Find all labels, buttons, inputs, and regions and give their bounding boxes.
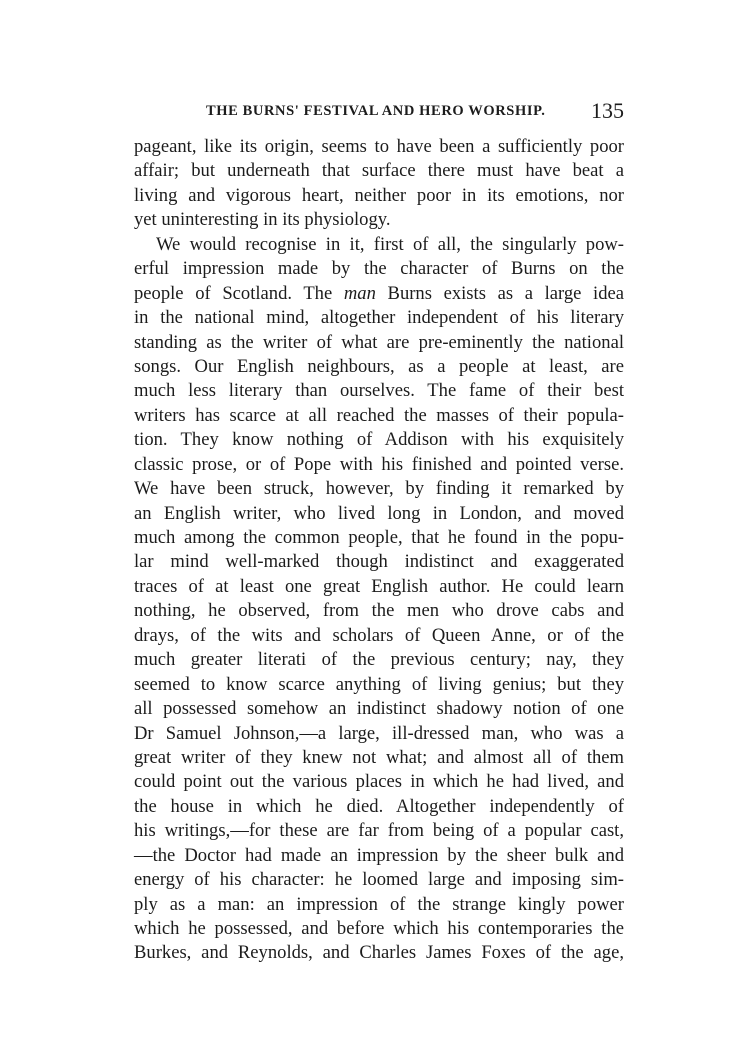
text-line: nothing, he observed, from the men who drove cabs and (134, 600, 624, 622)
text-line: much less literary than ourselves. The fame of their best (134, 380, 624, 402)
running-head (134, 100, 624, 126)
text-line: ply as a man: an impression of the strange kingly power (134, 893, 624, 915)
text-line: pageant, like its origin, seems to have been a sufficiently poor (134, 136, 624, 157)
text-line: affair; but underneath that surface there must have beat a (134, 160, 624, 182)
running-title: THE BURNS' FESTIVAL AND HERO WORSHIP. (206, 103, 546, 119)
text-line: energy of his character: he loomed large and imposing sim- (134, 869, 624, 891)
text-line: erful impression made by the character of Burns on the (134, 258, 624, 280)
body-text (134, 135, 624, 966)
text-line: could point out the various places in which he had lived, and (134, 771, 624, 793)
text-line: drays, of the wits and scholars of Queen Anne, or of the (134, 624, 624, 646)
text-line: the house in which he died. Altogether independently of (134, 795, 624, 817)
text-line: living and vigorous heart, neither poor in its emotions, nor (134, 184, 624, 206)
text-line: all possessed somehow an indistinct shadowy notion of one (134, 698, 624, 720)
text-line: standing as the writer of what are pre-eminently the national (134, 331, 624, 353)
emphasis: man (343, 282, 376, 304)
text-line: his writings,—for these are far from being of a popular cast, (134, 820, 624, 842)
text-line: Burkes, and Reynolds, and Charles James Foxes of the age, (134, 942, 624, 964)
text-line: an English writer, who lived long in London, and moved (134, 502, 624, 524)
text-line: much among the common people, that he found in the popu- (134, 527, 624, 548)
text-line: —the Doctor had made an impression by the sheer bulk and (134, 844, 624, 866)
page-number: 135 (591, 98, 624, 123)
text-line: seemed to know scarce anything of living genius; but they (134, 673, 624, 695)
text-line: which he possessed, and before which his contemporaries the (134, 918, 624, 939)
text-line: lar mind well-marked though indistinct and exaggerated (134, 551, 624, 573)
text-line: We would recognise in it, first of all, the singularly pow- (156, 233, 624, 255)
text-line: in the national mind, altogether independent of his literary (134, 307, 624, 329)
text-line: people of Scotland. The man Burns exists as a large idea (134, 282, 625, 304)
text-line: songs. Our English neighbours, as a people at least, are (134, 355, 624, 377)
text-line: traces of at least one great English author. He could learn (134, 575, 624, 597)
text-line: much greater literati of the previous century; nay, they (134, 649, 624, 671)
text-line: classic prose, or of Pope with his finished and pointed verse. (134, 453, 624, 475)
text-line: great writer of they knew not what; and almost all of them (134, 746, 624, 768)
text-line: writers has scarce at all reached the masses of their popula- (134, 404, 624, 426)
text-line: yet uninteresting in its physiology. (134, 209, 391, 231)
text-line: We have been struck, however, by finding it remarked by (134, 478, 624, 500)
text-line: tion. They know nothing of Addison with his exquisitely (134, 429, 624, 451)
text-line: Dr Samuel Johnson,—a large, ill-dressed man, who was a (134, 722, 624, 744)
